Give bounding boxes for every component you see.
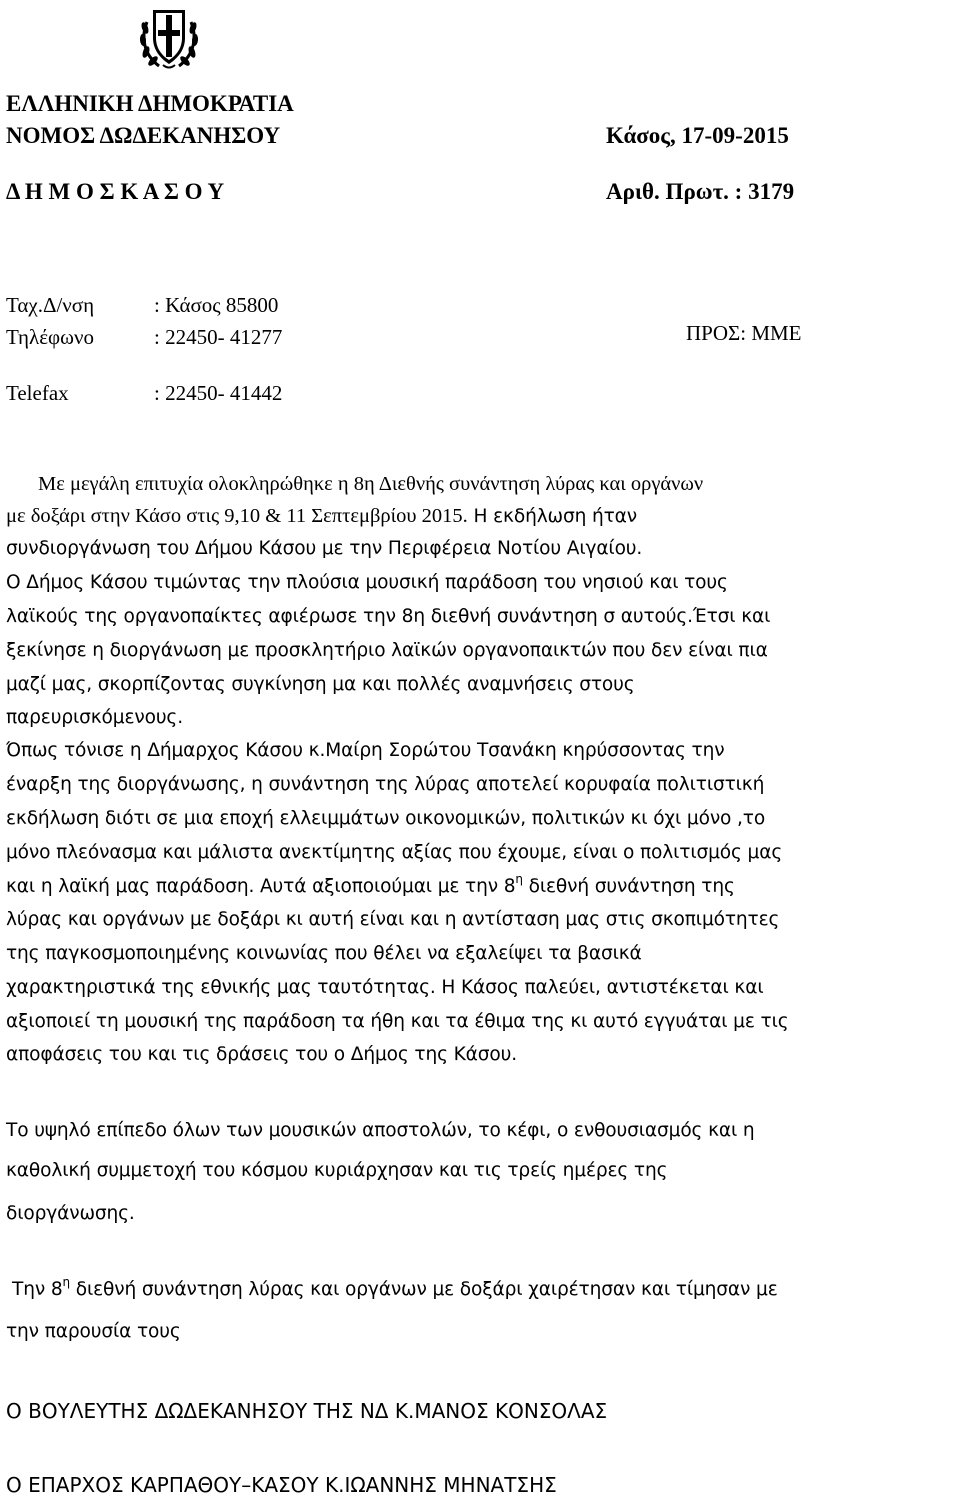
body-line: Όπως τόνισε η Δήμαρχος Κάσου κ.Μαίρη Σορώτου Τσανάκη κηρύσσοντας την <box>6 740 725 761</box>
phone-label: Τηλέφωνο <box>6 325 94 349</box>
body-line: συνδιοργάνωση του Δήμου Κάσου με την Περιφέρεια Νοτίου Αιγαίου. <box>6 538 643 559</box>
greek-coat-of-arms-emblem <box>137 4 201 72</box>
prefecture-name: ΝΟΜΟΣ ΔΩΔΕΚΑΝΗΣΟΥ <box>6 123 281 148</box>
fax-label: Telefax <box>6 381 69 405</box>
body-line: λύρας και οργάνων με δοξάρι κι αυτή είναι και η αντίσταση μας στις σκοπιμότητες <box>6 909 780 930</box>
body-line: την παρουσία τους <box>6 1321 181 1342</box>
place-date: Κάσος, 17-09-2015 <box>606 123 789 148</box>
body-line: της παγκοσμοποιημένης κοινωνίας που θέλει να εξαλείψει τα βασικά <box>6 943 642 964</box>
body-line: χαρακτηριστικά της εθνικής μας ταυτότητας. Η Κάσος παλεύει, αντιστέκεται και <box>6 977 764 998</box>
body-line: Με μεγάλη επιτυχία ολοκληρώθηκε η 8η Διεθνής συνάντηση λύρας και οργάνων <box>38 473 704 495</box>
body-line: Ο Δήμος Κάσου τιμώντας την πλούσια μουσική παράδοση του νησιού και τους <box>6 572 728 593</box>
body-line: εκδήλωση διότι σε μια εποχή ελλειμμάτων οικονομικών, πολιτικών κι όχι μόνο ,το <box>6 808 766 829</box>
body-line: αξιοποιεί τη μουσική της παράδοση τα ήθη και τα έθιμα της κι αυτό εγγυάται με τις <box>6 1011 789 1032</box>
body-line: μαζί μας, σκορπίζοντας συγκίνηση μα και πολλές αναμνήσεις στους <box>6 674 635 695</box>
body-line: λαϊκούς της οργανοπαίκτες αφιέρωσε την 8η διεθνή συνάντηση σ αυτούς.Έτσι και <box>6 606 771 627</box>
country-name: ΕΛΛΗΝΙΚΗ ΔΗΜΟΚΡΑΤΙΑ <box>6 91 294 116</box>
recipient: ΠΡΟΣ: ΜΜΕ <box>686 321 802 345</box>
body-line: διοργάνωσης. <box>6 1203 135 1224</box>
body-line: μόνο πλεόνασμα και μάλιστα ανεκτίμητης αξίας που έχουμε, είναι ο πολιτισμός μας <box>6 842 783 863</box>
body-line: έναρξη της διοργάνωσης, η συνάντηση της λύρας αποτελεί κορυφαία πολιτιστική <box>6 774 765 795</box>
body-line: ξεκίνησε η διοργάνωση με προσκλητήριο λαϊκών οργανοπαικτών που δεν είναι πια <box>6 640 768 661</box>
body-line: με δοξάρι στην Κάσο στις 9,10 & 11 Σεπτεμβρίου 2015. Η εκδήλωση ήταν <box>6 505 638 527</box>
body-line: παρευρισκόμενους. <box>6 707 183 728</box>
municipality-name: Δ Η Μ Ο Σ Κ Α Σ Ο Υ <box>6 179 225 204</box>
fax-value: : 22450- 41442 <box>154 381 283 405</box>
body-line: Το υψηλό επίπεδο όλων των μουσικών αποστολών, το κέφι, ο ενθουσιασμός και η <box>6 1120 755 1141</box>
address-label: Ταχ.Δ/νση <box>6 293 95 317</box>
signature-mp: Ο ΒΟΥΛΕΥΤΗΣ ΔΩΔΕΚΑΝΗΣΟΥ ΤΗΣ ΝΔ Κ.ΜΑΝΟΣ ΚΟΝΣΟΛΑΣ <box>6 1399 608 1423</box>
body-line: αποφάσεις του και τις δράσεις του ο Δήμος της Κάσου. <box>6 1044 517 1065</box>
body-line: καθολική συμμετοχή του κόσμου κυριάρχησαν και τις τρείς ημέρες της <box>6 1160 668 1181</box>
body-line: Την $8^\eta$ διεθνή συνάντηση λύρας και οργάνων με δοξάρι χαιρέτησαν και τίμησαν με <box>12 1274 778 1300</box>
phone-value: : 22450- 41277 <box>154 325 283 349</box>
address-value: : Κάσος 85800 <box>154 293 279 317</box>
signature-governor: Ο ΕΠΑΡΧΟΣ ΚΑΡΠΑΘΟΥ–ΚΑΣΟΥ Κ.ΙΩΑΝΝΗΣ ΜΗΝΑΤΣΗΣ <box>6 1473 557 1497</box>
protocol-number: Αριθ. Πρωτ. : 3179 <box>606 179 795 204</box>
body-line: και η λαϊκή μας παράδοση. Αυτά αξιοποιούμαι με την $8^\eta$ διεθνή συνάντηση της <box>6 871 735 897</box>
